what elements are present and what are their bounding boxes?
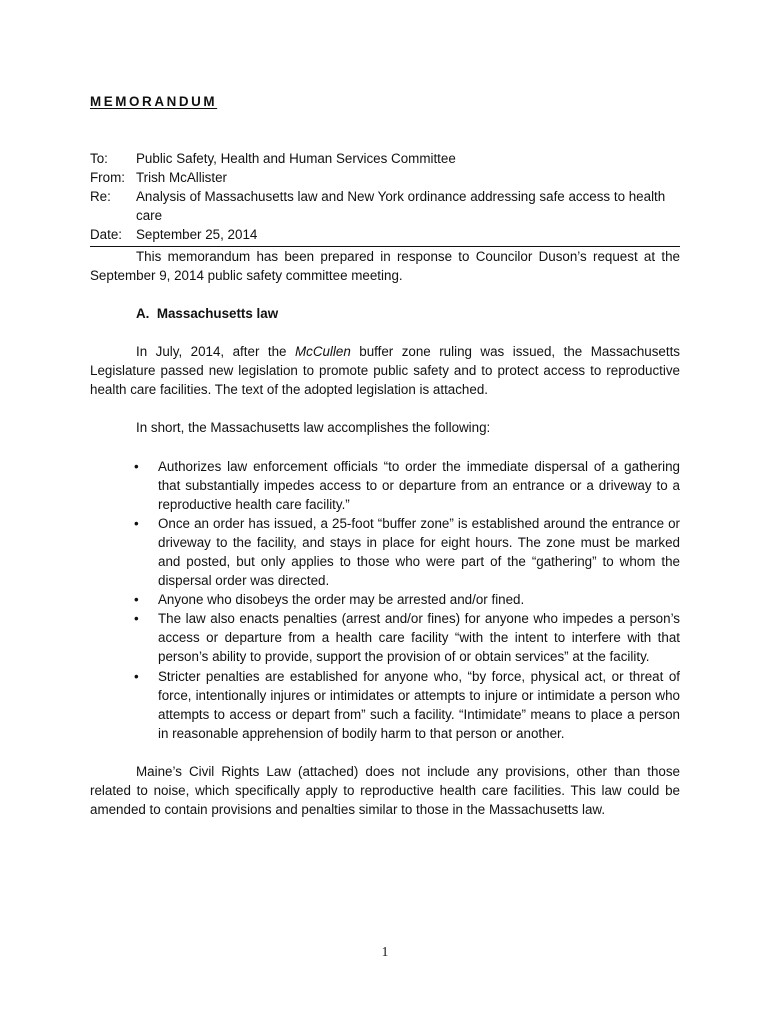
list-item-text: Anyone who disobeys the order may be arrested and/or fined.: [158, 592, 525, 608]
list-item-text: Authorizes law enforcement officials “to order the immediate dispersal of a gathering that substantially impedes access to or departure from an entrance or a driveway to a reproductive health care facility.”: [158, 458, 680, 512]
list-item-text: Once an order has issued, a 25-foot “buffer zone” is established around the entrance or driveway to the facility, and stays in place for eight hours. The zone must be marked and posted, but only applies to those who were part of the “gathering” to whom the dispersal order was directed.: [158, 515, 680, 589]
memo-body: [90, 92, 680, 819]
page-number: 1: [381, 944, 389, 959]
date-label: Date:: [90, 227, 123, 243]
paragraph-mccullen-end: buffer zone ruling was issued, the Massachusetts Legislature passed new legislation to promote public safety and to protect access to reproductive health care facilities. The text of the adopted legislation is attached.: [90, 343, 680, 398]
bullet-icon: •: [134, 458, 139, 474]
bullet-icon: •: [134, 592, 139, 608]
bullet-icon: •: [134, 668, 139, 684]
bullet-icon: •: [134, 515, 139, 531]
paragraph-summary-intro: In short, the Massachusetts law accomplishes the following:: [136, 420, 491, 436]
memo-header: [90, 149, 680, 246]
paragraph-mccullen-start: In July, 2014, after the: [136, 343, 295, 359]
to-value: Public Safety, Health and Human Services Committee: [136, 151, 456, 167]
re-row: [90, 187, 680, 225]
re-value: Analysis of Massachusetts law and New York ordinance addressing safe access to health care: [136, 189, 666, 224]
intro-paragraph: This memorandum has been prepared in response to Councilor Duson’s request at the September 9, 2014 public safety committee meeting.: [90, 248, 680, 283]
date-value: September 25, 2014: [136, 227, 258, 243]
list-item: [90, 609, 680, 666]
section-a-heading: A. Massachusetts law: [136, 305, 279, 321]
list-item-text: Stricter penalties are established for anyone who, “by force, physical act, or threat of force, intentionally injures or intimidates or attempts to injure or intimidate a person who attempts to access or depart from” such a facility. “Intimidate” means to place a person in reasonable apprehension of bodily harm to that person or another.: [158, 668, 680, 741]
from-value: Trish McAllister: [136, 170, 228, 186]
from-label: From:: [90, 170, 125, 186]
bullet-list: [90, 457, 680, 743]
to-label: To:: [90, 151, 108, 167]
list-item: [90, 667, 680, 743]
bullet-icon: •: [134, 611, 139, 627]
case-name-italic: McCullen: [294, 343, 351, 359]
to-row: [90, 149, 680, 168]
list-item: [90, 590, 680, 609]
from-row: [90, 168, 680, 187]
paragraph-maine-law: Maine’s Civil Rights Law (attached) does not include any provisions, other than those related to noise, which specifically apply to reproductive health care facilities. This law could be amended to contain provisions and penalties similar to those in the Massachusetts law.: [90, 764, 680, 818]
re-label: Re:: [90, 189, 111, 205]
date-row: [90, 225, 680, 244]
list-item-text: The law also enacts penalties (arrest and/or fines) for anyone who impedes a person’s access or departure from a health care facility “with the intent to interfere with that person’s ability to provide, support the provision of or obtain services” at the facility.: [158, 611, 680, 665]
memo-title: MEMORANDUM: [90, 94, 218, 109]
list-item: [90, 457, 680, 514]
paragraph-mccullen: [90, 342, 680, 399]
list-item: [90, 514, 680, 590]
